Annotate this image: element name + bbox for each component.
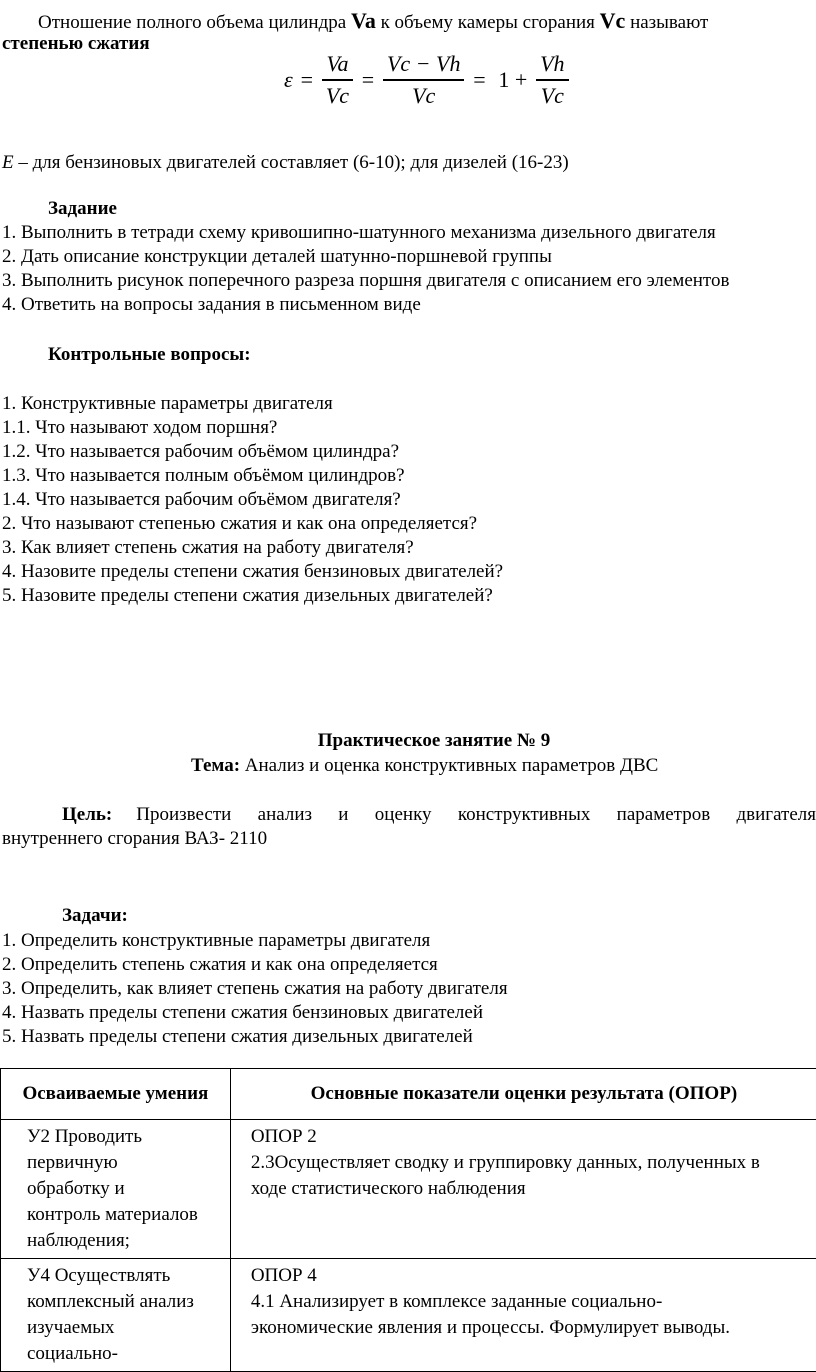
table-header-skills: Осваиваемые умения	[1, 1069, 231, 1120]
questions-heading: Контрольные вопросы:	[48, 344, 251, 366]
opor-line: экономические явления и процессы. Формулирует выводы.	[251, 1315, 813, 1341]
formula-num-2: Vc − Vh	[383, 50, 465, 78]
skill-cell	[1, 1120, 231, 1259]
skill-line: контроль материалов	[27, 1202, 226, 1228]
table-row	[1, 1259, 816, 1372]
tasks-heading: Задачи:	[62, 905, 128, 927]
question-item: 1.4. Что называется рабочим объёмом двигателя?	[2, 489, 401, 511]
formula-den-3: Vc	[537, 82, 568, 110]
tasks-item: 3. Определить, как влияет степень сжатия на работу двигателя	[2, 978, 508, 1000]
formula-eq-1: =	[301, 67, 313, 92]
goal-text-line2: внутреннего сгорания ВАЗ- 2110	[2, 828, 267, 850]
question-item: 5. Назовите пределы степени сжатия дизельных двигателей?	[2, 585, 493, 607]
task-item: 2. Дать описание конструкции деталей шатунно-поршневой группы	[2, 246, 552, 268]
intro-text-a: Отношение полного объема цилиндра	[38, 12, 351, 33]
lesson-goal-line1	[62, 804, 816, 826]
table-header-opor: Основные показатели оценки результата (ОПОР)	[230, 1069, 816, 1120]
opor-line: ОПОР 2	[251, 1124, 813, 1150]
opor-cell	[230, 1259, 816, 1372]
formula-fraction-3	[536, 50, 568, 110]
skill-cell	[1, 1259, 231, 1372]
skill-line: изучаемых	[27, 1315, 226, 1341]
epsilon-range-line	[2, 152, 569, 174]
fraction-bar	[383, 79, 465, 81]
lesson-topic	[191, 755, 658, 777]
opor-line: ходе статистического наблюдения	[251, 1176, 813, 1202]
compression-formula	[280, 50, 569, 125]
tasks-item: 1. Определить конструктивные параметры двигателя	[2, 930, 430, 952]
skill-line: комплексный анализ	[27, 1289, 226, 1315]
skill-line: первичную	[27, 1150, 226, 1176]
tasks-item: 2. Определить степень сжатия и как она определяется	[2, 954, 438, 976]
question-item: 4. Назовите пределы степени сжатия бензиновых двигателей?	[2, 561, 503, 583]
fraction-bar	[536, 79, 568, 81]
formula-fraction-2	[383, 50, 465, 110]
epsilon-symbol: E	[2, 152, 14, 173]
formula-eq-2: =	[362, 67, 374, 92]
formula-den-2: Vc	[408, 82, 439, 110]
topic-text: Анализ и оценка конструктивных параметров ДВС	[240, 755, 658, 776]
question-item: 3. Как влияет степень сжатия на работу двигателя?	[2, 537, 414, 559]
skill-line: обработку и	[27, 1176, 226, 1202]
goal-text-line1: Произвести анализ и оценку конструктивных параметров двигателя	[136, 804, 816, 826]
intro-line	[38, 8, 708, 34]
goal-label: Цель:	[62, 804, 112, 826]
task-item: 3. Выполнить рисунок поперечного разреза поршня двигателя с описанием его элементов	[2, 270, 729, 292]
formula-den-1: Vc	[322, 82, 353, 110]
formula-one-plus: 1 +	[498, 67, 527, 92]
formula-epsilon: ε	[284, 67, 293, 92]
tasks-item: 4. Назвать пределы степени сжатия бензиновых двигателей	[2, 1002, 483, 1024]
assessment-table	[0, 1068, 816, 1372]
formula-fraction-1	[322, 50, 353, 110]
skill-line: наблюдения;	[27, 1228, 226, 1254]
intro-text-c: называют	[625, 12, 708, 33]
task-item: 4. Ответить на вопросы задания в письменном виде	[2, 294, 421, 316]
formula-num-3: Vh	[536, 50, 568, 78]
question-item: 1.2. Что называется рабочим объёмом цилиндра?	[2, 441, 399, 463]
skill-line: У2 Проводить	[27, 1124, 226, 1150]
formula-num-1: Va	[322, 50, 352, 78]
question-item: 1.1. Что называют ходом поршня?	[2, 417, 277, 439]
fraction-bar	[322, 79, 353, 81]
opor-line: 2.3Осуществляет сводку и группировку данных, полученных в	[251, 1150, 813, 1176]
opor-line: 4.1 Анализирует в комплексе заданные социально-	[251, 1289, 813, 1315]
question-item: 1.3. Что называется полным объёмом цилиндров?	[2, 465, 405, 487]
tasks-item: 5. Назвать пределы степени сжатия дизельных двигателей	[2, 1026, 473, 1048]
intro-term: степенью сжатия	[2, 33, 150, 55]
opor-cell	[230, 1120, 816, 1259]
vc-symbol: Vc	[600, 8, 626, 33]
skill-line: У4 Осуществлять	[27, 1263, 226, 1289]
intro-text-b: к объему камеры сгорания	[376, 12, 600, 33]
task-item: 1. Выполнить в тетради схему кривошипно-шатунного механизма дизельного двигателя	[2, 222, 716, 244]
epsilon-range-text: – для бензиновых двигателей составляет (6-10); для дизелей (16-23)	[14, 152, 569, 173]
question-item: 2. Что называют степенью сжатия и как она определяется?	[2, 513, 477, 535]
va-symbol: Va	[351, 8, 376, 33]
lesson-title: Практическое занятие № 9	[0, 730, 816, 752]
question-item: 1. Конструктивные параметры двигателя	[2, 393, 333, 415]
table-row	[1, 1120, 816, 1259]
formula-eq-3: =	[473, 67, 485, 92]
task-heading: Задание	[48, 198, 117, 220]
table-header-row	[1, 1069, 816, 1120]
topic-label: Тема:	[191, 755, 240, 776]
opor-line: ОПОР 4	[251, 1263, 813, 1289]
skill-line: социально-	[27, 1341, 226, 1367]
